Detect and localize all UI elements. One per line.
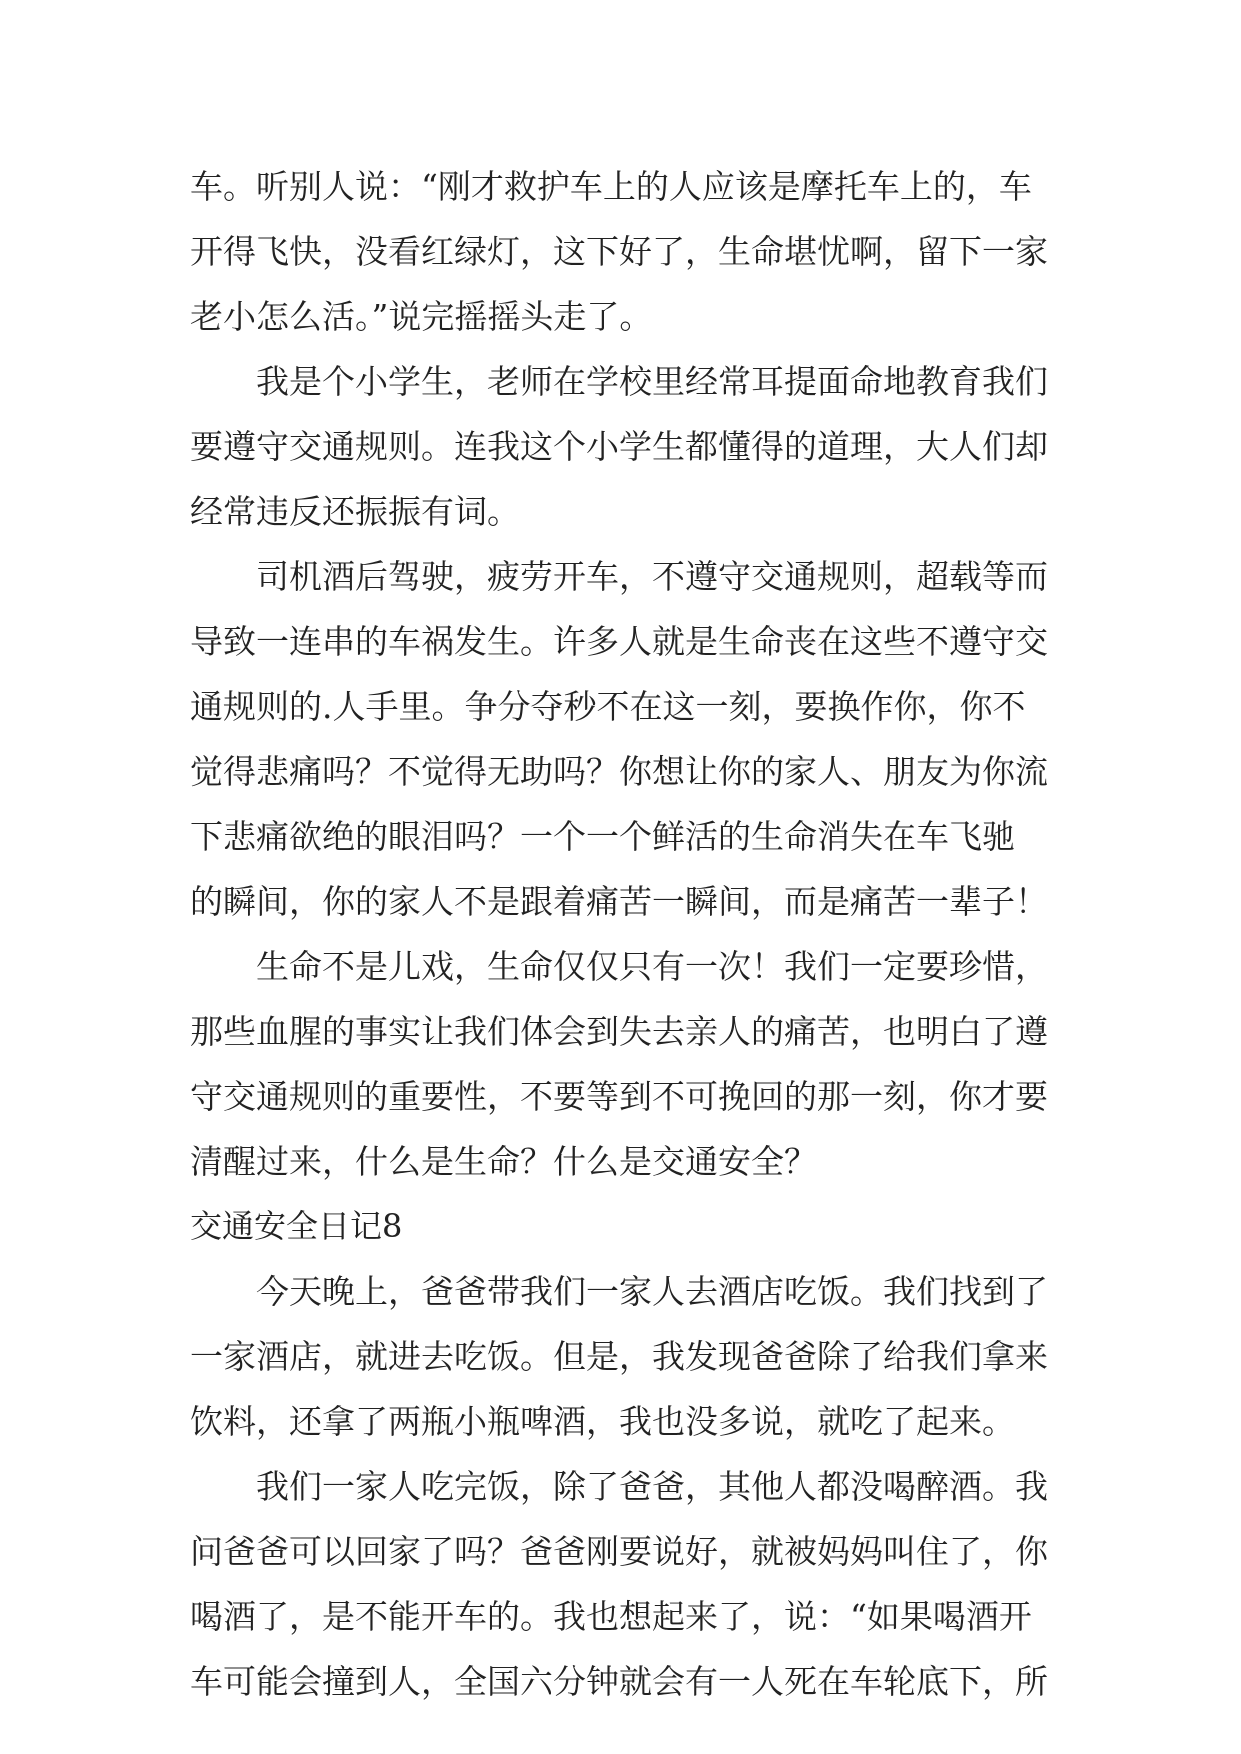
text-line: 开得飞快，没看红绿灯，这下好了，生命堪忧啊，留下一家 xyxy=(190,232,1048,271)
text-line: 守交通规则的重要性，不要等到不可挽回的那一刻，你才要 xyxy=(190,1077,1048,1116)
text-line: 问爸爸可以回家了吗？爸爸刚要说好，就被妈妈叫住了，你 xyxy=(190,1532,1048,1571)
text-line: 司机酒后驾驶，疲劳开车，不遵守交通规则，超载等而 xyxy=(256,557,1048,596)
text-line: 通规则的.人手里。争分夺秒不在这一刻，要换作你，你不 xyxy=(190,687,1026,726)
text-line: 车可能会撞到人，全国六分钟就会有一人死在车轮底下，所 xyxy=(190,1662,1048,1701)
text-line: 经常违反还振振有词。 xyxy=(190,492,520,531)
text-line: 要遵守交通规则。连我这个小学生都懂得的道理，大人们却 xyxy=(190,427,1048,466)
text-line: 今天晚上，爸爸带我们一家人去酒店吃饭。我们找到了 xyxy=(256,1272,1048,1311)
text-line: 车。听别人说：“刚才救护车上的人应该是摩托车上的，车 xyxy=(190,167,1032,206)
text-line: 饮料，还拿了两瓶小瓶啤酒，我也没多说，就吃了起来。 xyxy=(190,1402,1015,1441)
text-line: 清醒过来，什么是生命？什么是交通安全？ xyxy=(190,1142,817,1181)
text-line: 喝酒了，是不能开车的。我也想起来了，说：“如果喝酒开 xyxy=(190,1597,1032,1636)
text-line: 我是个小学生，老师在学校里经常耳提面命地教育我们 xyxy=(256,362,1048,401)
text-line: 我们一家人吃完饭，除了爸爸，其他人都没喝醉酒。我 xyxy=(256,1467,1048,1506)
text-line: 的瞬间，你的家人不是跟着痛苦一瞬间，而是痛苦一辈子！ xyxy=(190,882,1048,921)
section-heading: 交通安全日记8 xyxy=(190,1207,403,1245)
text-line: 导致一连串的车祸发生。许多人就是生命丧在这些不遵守交 xyxy=(190,622,1048,661)
text-line: 觉得悲痛吗？不觉得无助吗？你想让你的家人、朋友为你流 xyxy=(190,752,1048,791)
text-line: 下悲痛欲绝的眼泪吗？一个一个鲜活的生命消失在车飞驰 xyxy=(190,817,1015,856)
document-body xyxy=(190,154,1070,1714)
text-line: 生命不是儿戏，生命仅仅只有一次！我们一定要珍惜， xyxy=(256,947,1048,986)
text-line: 那些血腥的事实让我们体会到失去亲人的痛苦，也明白了遵 xyxy=(190,1012,1048,1051)
text-line: 一家酒店，就进去吃饭。但是，我发现爸爸除了给我们拿来 xyxy=(190,1337,1048,1376)
text-line: 老小怎么活。”说完摇摇头走了。 xyxy=(190,297,653,336)
